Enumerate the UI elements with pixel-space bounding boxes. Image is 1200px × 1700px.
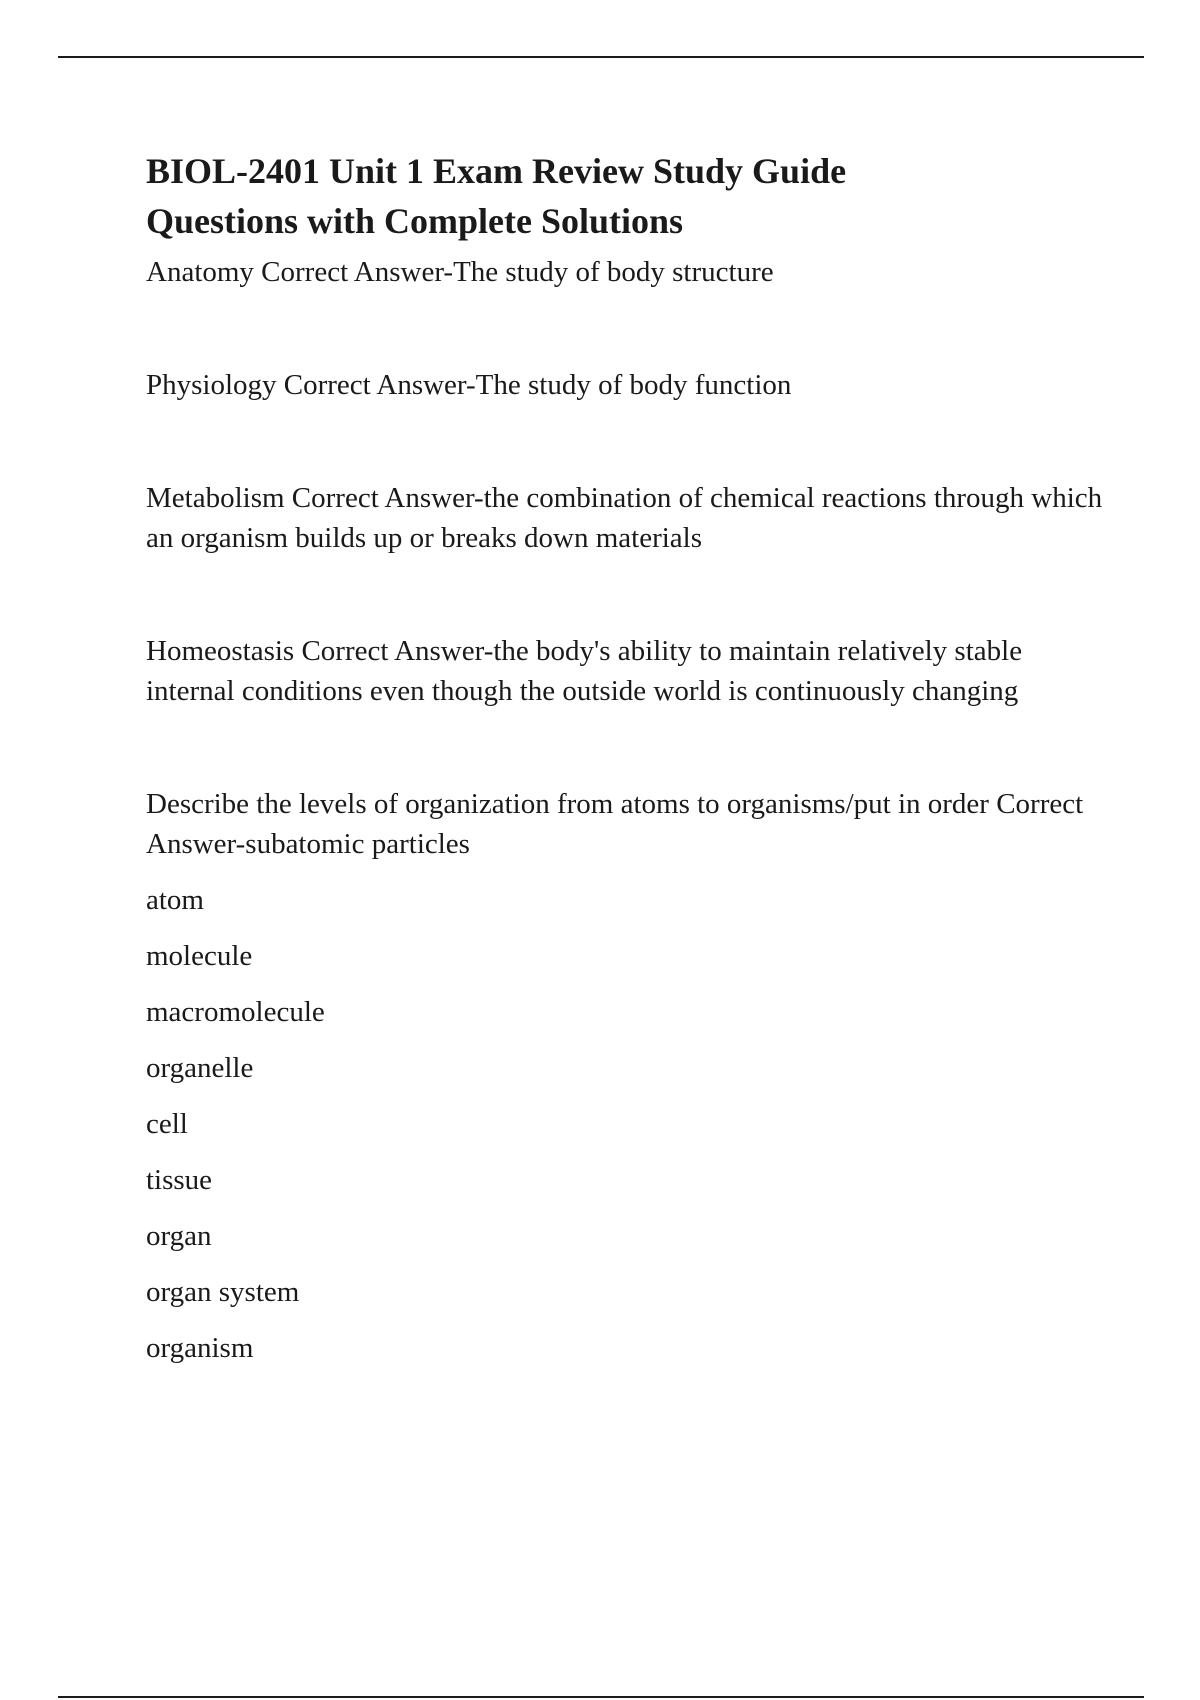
entry-metabolism: Metabolism Correct Answer-the combination of chemical reactions through which an organism builds up or breaks down materials [146,482,1103,554]
document-title [146,146,1106,246]
top-rule [58,56,1144,58]
levels-list [146,880,1106,1368]
list-item: cell [146,1108,188,1140]
title-line-2: Questions with Complete Solutions [146,201,684,241]
entry-levels-of-organization: Describe the levels of organization from atoms to organisms/put in order Correct Answer-subatomic particles [146,788,1084,860]
bottom-rule [58,1696,1144,1698]
list-item: organ system [146,1276,300,1308]
list-item: tissue [146,1164,213,1196]
document-body [146,146,1106,1368]
title-line-1: BIOL-2401 Unit 1 Exam Review Study Guide [146,151,847,191]
entry-physiology: Physiology Correct Answer-The study of body function [146,369,792,401]
entry-anatomy: Anatomy Correct Answer-The study of body structure [146,256,774,288]
entry-homeostasis: Homeostasis Correct Answer-the body's ability to maintain relatively stable internal conditions even though the outside world is continuously changing [146,635,1023,707]
list-item: molecule [146,940,253,972]
list-item: macromolecule [146,996,325,1028]
list-item: organism [146,1332,254,1364]
list-item: organ [146,1220,212,1252]
list-item: organelle [146,1052,254,1084]
list-item: atom [146,884,204,916]
